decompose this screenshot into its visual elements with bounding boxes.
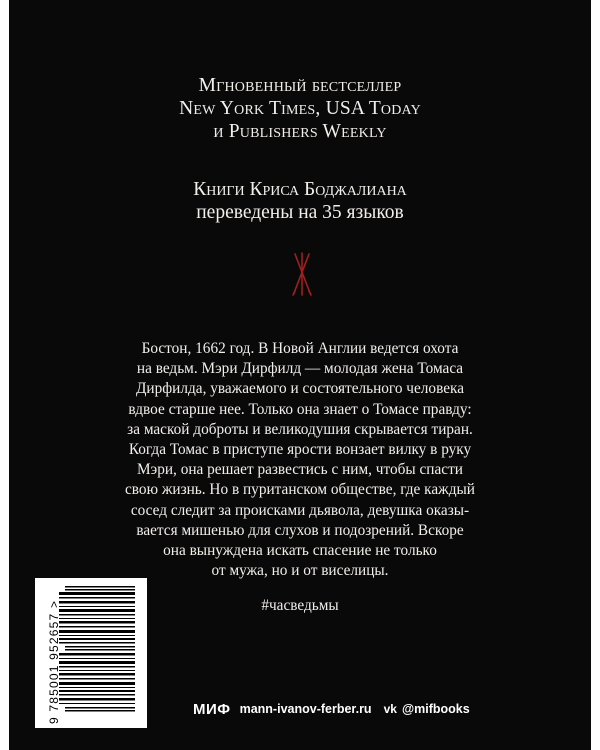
description-line: вдвое старше нее. Только она знает о Томасе правду: bbox=[128, 400, 472, 418]
translations-line-1: Книги Криса Боджалиана bbox=[193, 179, 407, 200]
website-link[interactable]: mann-ivanov-ferber.ru bbox=[239, 702, 372, 716]
description-line: Бостон, 1662 год. В Новой Англии ведется охота bbox=[141, 340, 459, 357]
tagline-line-1: Мгновенный бестселлер bbox=[198, 75, 402, 96]
translations-line-2: переведены на 35 языков bbox=[196, 202, 404, 223]
description-line: Дирфилда, уважаемого и состоятельного человека bbox=[136, 380, 464, 398]
description-line: Когда Томас в приступе ярости вонзает вилку в руку bbox=[128, 441, 472, 459]
book-description bbox=[9, 339, 591, 581]
translations-note bbox=[9, 178, 591, 224]
description-line: она вынуждена искать спасение не только bbox=[163, 542, 437, 560]
hashtag: #часведьмы bbox=[261, 597, 339, 614]
description-line: за маской доброты и великодушия скрывается тиран. bbox=[127, 420, 473, 438]
description-line: от мужа, но и от виселицы. bbox=[211, 562, 389, 580]
back-cover bbox=[9, 0, 591, 750]
barcode-digits: 9 785001 952657 > bbox=[47, 599, 61, 724]
description-line: сосед следит за происками дьявола, девушка оказы- bbox=[130, 501, 470, 519]
description-line: Мэри, она решает развестись с ним, чтобы спасти bbox=[137, 461, 463, 479]
vk-icon: vk bbox=[383, 702, 397, 716]
publisher-footer bbox=[193, 700, 470, 718]
social-handle[interactable]: @mifbooks bbox=[401, 702, 470, 716]
crossed-sticks-icon bbox=[290, 251, 314, 299]
tagline-line-3: и Publishers Weekly bbox=[213, 121, 387, 142]
tagline-line-2: New York Times, USA Today bbox=[179, 98, 421, 119]
bestseller-tagline bbox=[9, 74, 591, 143]
description-line: на ведьм. Мэри Дирфилд — молодая жена Томаса bbox=[136, 360, 464, 378]
description-line: свою жизнь. Но в пуританском обществе, где каждый bbox=[125, 481, 475, 499]
description-line: вается мишенью для слухов и подозрений. Вскоре bbox=[136, 521, 464, 539]
publisher-logo: МИФ bbox=[193, 700, 231, 718]
